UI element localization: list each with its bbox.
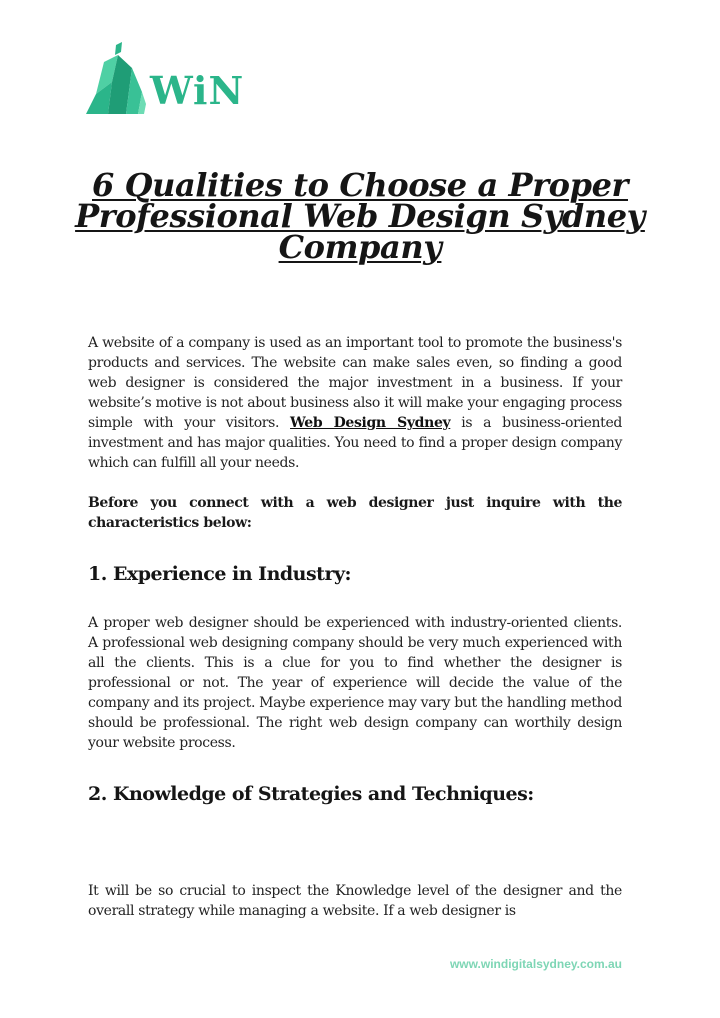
section-1-heading: 1. Experience in Industry: bbox=[88, 563, 352, 585]
company-logo bbox=[86, 42, 256, 118]
section-2-body: It will be so crucial to inspect the Knowledge level of the designer and the overall strategy while managing a website. If a web designer is bbox=[88, 883, 622, 919]
web-design-sydney-link[interactable]: Web Design Sydney bbox=[290, 415, 451, 431]
section-1-body: A proper web designer should be experienced with industry-oriented clients. A professional web designing company should be very much experienced with all the clients. This is a clue for you to find whether the designer is professional or not. The year of experience will decide the value of the company and its project. Maybe experience may vary but the handling method should be professional. The right web design company can worthily design your website process. bbox=[88, 615, 622, 751]
svg-text:WiN: WiN bbox=[150, 68, 245, 113]
intro-text-before: A website of a company is used as an important tool to promote the business's products and services. The website can make sales even, so finding a good web designer is considered the major investment in a business. If your website’s motive is not about business also it will make your engaging process simple with your visitors. bbox=[88, 335, 622, 431]
section-2-heading: 2. Knowledge of Strategies and Techniques: bbox=[88, 783, 534, 805]
intro-paragraph bbox=[88, 333, 622, 473]
page-title: 6 Qualities to Choose a Proper Professional Web Design Sydney Company bbox=[75, 166, 645, 266]
footer-website-url[interactable]: www.windigitalsydney.com.au bbox=[449, 957, 622, 971]
intro-text-after: is a business-oriented investment and has major qualities. You need to find a proper design company which can fulfill all your needs. bbox=[88, 415, 622, 471]
characteristics-lead: Before you connect with a web designer just inquire with the characteristics below: bbox=[88, 495, 622, 531]
win-logo-icon bbox=[86, 42, 256, 118]
